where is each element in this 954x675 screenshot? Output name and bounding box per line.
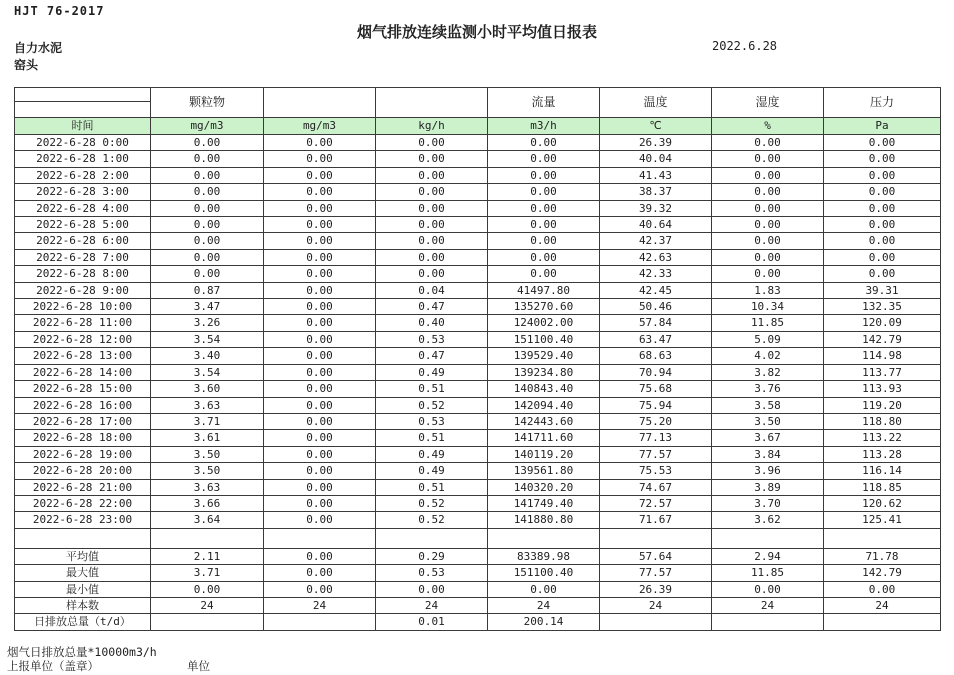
unit-header-row [15, 118, 941, 135]
value-cell: 5.09 [712, 331, 824, 347]
row-label-cell: 2022-6-28 18:00 [15, 430, 151, 446]
value-cell: 0.00 [488, 151, 600, 167]
value-cell: 120.62 [824, 495, 941, 511]
row-label-cell: 2022-6-28 3:00 [15, 184, 151, 200]
value-cell: 0.00 [376, 233, 488, 249]
value-cell: 0.00 [264, 581, 376, 597]
row-label-cell: 2022-6-28 15:00 [15, 381, 151, 397]
value-cell: 26.39 [600, 581, 712, 597]
value-cell: 4.02 [712, 348, 824, 364]
value-cell: 0.53 [376, 413, 488, 429]
hourly-row [15, 397, 941, 413]
value-cell: 0.00 [488, 135, 600, 151]
value-cell: 3.60 [151, 381, 264, 397]
value-cell: 141880.80 [488, 512, 600, 528]
value-cell: 3.54 [151, 364, 264, 380]
value-cell: 3.50 [151, 463, 264, 479]
report-title: 烟气排放连续监测小时平均值日报表 [356, 23, 597, 41]
value-cell: 0.00 [824, 151, 941, 167]
value-cell: 3.26 [151, 315, 264, 331]
header-temperature: 温度 [600, 88, 712, 118]
value-cell: 0.00 [376, 266, 488, 282]
value-cell: 77.57 [600, 565, 712, 581]
value-cell: 0.00 [151, 135, 264, 151]
value-cell: 3.50 [712, 413, 824, 429]
value-cell: 0.87 [151, 282, 264, 298]
value-cell: 57.64 [600, 548, 712, 564]
value-cell: 71.67 [600, 512, 712, 528]
row-label-cell: 2022-6-28 12:00 [15, 331, 151, 347]
value-cell: 0.52 [376, 397, 488, 413]
value-cell: 41497.80 [488, 282, 600, 298]
value-cell: 119.20 [824, 397, 941, 413]
value-cell: 113.28 [824, 446, 941, 462]
value-cell: 0.00 [488, 217, 600, 233]
value-cell: 0.00 [824, 266, 941, 282]
value-cell: 24 [488, 597, 600, 613]
value-cell [600, 614, 712, 630]
hourly-row [15, 282, 941, 298]
value-cell: 0.00 [264, 495, 376, 511]
hourly-row [15, 495, 941, 511]
value-cell: 0.51 [376, 430, 488, 446]
flow-total-note: 烟气日排放总量*10000m3/h [7, 645, 157, 659]
row-label-cell: 2022-6-28 10:00 [15, 299, 151, 315]
value-cell: 0.00 [824, 217, 941, 233]
value-cell: 11.85 [712, 315, 824, 331]
value-cell: 3.40 [151, 348, 264, 364]
hourly-row [15, 381, 941, 397]
value-cell: 141749.40 [488, 495, 600, 511]
value-cell: 42.45 [600, 282, 712, 298]
unit-time: 时间 [15, 118, 151, 135]
value-cell: 139234.80 [488, 364, 600, 380]
value-cell: 3.64 [151, 512, 264, 528]
standard-code: HJT 76-2017 [14, 4, 105, 18]
value-cell: 142.79 [824, 565, 941, 581]
value-cell: 3.50 [151, 446, 264, 462]
row-label-cell: 2022-6-28 14:00 [15, 364, 151, 380]
row-label-cell: 2022-6-28 11:00 [15, 315, 151, 331]
row-label-cell: 2022-6-28 16:00 [15, 397, 151, 413]
value-cell: 0.29 [376, 548, 488, 564]
value-cell: 0.52 [376, 495, 488, 511]
summary-row [15, 597, 941, 613]
value-cell: 0.00 [824, 249, 941, 265]
value-cell: 24 [600, 597, 712, 613]
value-cell: 0.00 [264, 151, 376, 167]
unit-kg-h: kg/h [376, 118, 488, 135]
value-cell: 0.00 [376, 200, 488, 216]
value-cell: 0.49 [376, 463, 488, 479]
value-cell: 0.00 [264, 233, 376, 249]
value-cell: 0.00 [264, 331, 376, 347]
hourly-row [15, 217, 941, 233]
value-cell: 0.47 [376, 348, 488, 364]
value-cell: 42.37 [600, 233, 712, 249]
row-label-cell: 2022-6-28 4:00 [15, 200, 151, 216]
value-cell: 26.39 [600, 135, 712, 151]
unit-m3-h: m3/h [488, 118, 600, 135]
value-cell: 3.66 [151, 495, 264, 511]
value-cell: 2.11 [151, 548, 264, 564]
value-cell: 41.43 [600, 167, 712, 183]
value-cell: 3.63 [151, 479, 264, 495]
hourly-row [15, 200, 941, 216]
value-cell: 125.41 [824, 512, 941, 528]
value-cell: 0.00 [264, 266, 376, 282]
value-cell: 0.47 [376, 299, 488, 315]
value-cell: 40.04 [600, 151, 712, 167]
value-cell: 2.94 [712, 548, 824, 564]
value-cell: 3.63 [151, 397, 264, 413]
value-cell: 141711.60 [488, 430, 600, 446]
value-cell: 113.93 [824, 381, 941, 397]
header-pressure: 压力 [824, 88, 941, 118]
value-cell: 75.53 [600, 463, 712, 479]
value-cell: 118.85 [824, 479, 941, 495]
value-cell: 0.00 [376, 135, 488, 151]
value-cell: 0.00 [264, 548, 376, 564]
row-label-cell: 2022-6-28 21:00 [15, 479, 151, 495]
value-cell: 24 [824, 597, 941, 613]
value-cell: 151100.40 [488, 331, 600, 347]
spacer-row [15, 528, 941, 548]
value-cell: 75.68 [600, 381, 712, 397]
value-cell: 135270.60 [488, 299, 600, 315]
hourly-row [15, 266, 941, 282]
unit-mg-m3-2: mg/m3 [264, 118, 376, 135]
hourly-row [15, 446, 941, 462]
value-cell: 0.00 [488, 200, 600, 216]
value-cell: 0.00 [712, 217, 824, 233]
hourly-row [15, 151, 941, 167]
value-cell: 0.00 [264, 167, 376, 183]
hourly-row [15, 135, 941, 151]
value-cell: 0.00 [264, 364, 376, 380]
value-cell: 0.00 [488, 266, 600, 282]
value-cell: 0.00 [376, 167, 488, 183]
value-cell: 3.54 [151, 331, 264, 347]
value-cell: 0.49 [376, 446, 488, 462]
value-cell: 0.00 [264, 479, 376, 495]
row-label-cell: 2022-6-28 6:00 [15, 233, 151, 249]
value-cell: 75.94 [600, 397, 712, 413]
summary-row [15, 581, 941, 597]
value-cell: 0.00 [824, 581, 941, 597]
value-cell: 0.00 [264, 565, 376, 581]
value-cell: 0.00 [264, 184, 376, 200]
value-cell: 0.00 [264, 217, 376, 233]
value-cell: 0.00 [712, 233, 824, 249]
value-cell: 0.00 [824, 184, 941, 200]
summary-row [15, 614, 941, 630]
hourly-row [15, 299, 941, 315]
row-label-cell: 2022-6-28 8:00 [15, 266, 151, 282]
value-cell: 132.35 [824, 299, 941, 315]
monitor-point: 窑头 [14, 58, 39, 72]
row-label-cell: 日排放总量（t/d） [15, 614, 151, 630]
value-cell: 0.00 [488, 249, 600, 265]
unit-celsius: ℃ [600, 118, 712, 135]
value-cell: 3.70 [712, 495, 824, 511]
row-label-cell: 2022-6-28 9:00 [15, 282, 151, 298]
value-cell: 0.40 [376, 315, 488, 331]
value-cell: 42.33 [600, 266, 712, 282]
value-cell: 0.00 [264, 413, 376, 429]
value-cell: 0.00 [151, 200, 264, 216]
value-cell: 0.00 [264, 348, 376, 364]
header-blank-col4 [376, 88, 488, 118]
hourly-row [15, 249, 941, 265]
value-cell: 0.00 [264, 299, 376, 315]
value-cell: 0.00 [264, 397, 376, 413]
value-cell: 0.00 [376, 151, 488, 167]
unit-label: 单位 [187, 659, 210, 673]
value-cell: 0.04 [376, 282, 488, 298]
value-cell: 71.78 [824, 548, 941, 564]
value-cell: 0.00 [264, 446, 376, 462]
value-cell: 0.00 [264, 282, 376, 298]
value-cell: 3.71 [151, 413, 264, 429]
value-cell: 0.00 [151, 266, 264, 282]
value-cell: 151100.40 [488, 565, 600, 581]
unit-pa: Pa [824, 118, 941, 135]
value-cell: 142443.60 [488, 413, 600, 429]
summary-row [15, 565, 941, 581]
value-cell: 0.00 [151, 249, 264, 265]
value-cell: 113.77 [824, 364, 941, 380]
hourly-row [15, 184, 941, 200]
value-cell: 24 [376, 597, 488, 613]
reporting-unit-label: 上报单位（盖章） [7, 659, 99, 673]
unit-mg-m3-1: mg/m3 [151, 118, 264, 135]
value-cell: 139529.40 [488, 348, 600, 364]
row-label-cell: 2022-6-28 17:00 [15, 413, 151, 429]
value-cell: 50.46 [600, 299, 712, 315]
value-cell: 0.00 [712, 249, 824, 265]
row-label-cell: 最大值 [15, 565, 151, 581]
value-cell: 0.00 [151, 151, 264, 167]
hourly-row [15, 364, 941, 380]
value-cell: 0.00 [151, 184, 264, 200]
value-cell: 0.00 [264, 430, 376, 446]
value-cell: 75.20 [600, 413, 712, 429]
header-humidity: 湿度 [712, 88, 824, 118]
value-cell: 0.00 [824, 167, 941, 183]
value-cell: 42.63 [600, 249, 712, 265]
value-cell: 0.00 [712, 266, 824, 282]
value-cell: 0.01 [376, 614, 488, 630]
hourly-row [15, 463, 941, 479]
value-cell: 0.00 [824, 135, 941, 151]
value-cell: 0.00 [488, 581, 600, 597]
hourly-row [15, 413, 941, 429]
value-cell: 24 [151, 597, 264, 613]
row-label-cell: 2022-6-28 1:00 [15, 151, 151, 167]
value-cell: 0.00 [264, 381, 376, 397]
value-cell: 0.52 [376, 512, 488, 528]
summary-rows [15, 548, 941, 630]
value-cell: 0.00 [264, 512, 376, 528]
hourly-row [15, 512, 941, 528]
value-cell: 24 [264, 597, 376, 613]
value-cell: 0.00 [376, 217, 488, 233]
value-cell: 0.00 [264, 135, 376, 151]
value-cell: 120.09 [824, 315, 941, 331]
row-label-cell: 2022-6-28 7:00 [15, 249, 151, 265]
value-cell: 139561.80 [488, 463, 600, 479]
value-cell: 3.62 [712, 512, 824, 528]
value-cell: 0.00 [712, 184, 824, 200]
row-label-cell: 最小值 [15, 581, 151, 597]
value-cell: 1.83 [712, 282, 824, 298]
value-cell: 77.57 [600, 446, 712, 462]
emissions-table [14, 87, 941, 631]
value-cell: 140843.40 [488, 381, 600, 397]
value-cell: 3.76 [712, 381, 824, 397]
value-cell: 0.00 [264, 200, 376, 216]
unit-percent: % [712, 118, 824, 135]
row-label-cell: 2022-6-28 23:00 [15, 512, 151, 528]
group-header-row [15, 88, 941, 102]
value-cell: 3.82 [712, 364, 824, 380]
value-cell: 40.64 [600, 217, 712, 233]
company-name: 自力水泥 [14, 41, 63, 55]
header-spacer-bottom [15, 102, 151, 118]
value-cell: 0.00 [376, 581, 488, 597]
value-cell: 0.53 [376, 565, 488, 581]
value-cell: 77.13 [600, 430, 712, 446]
hourly-row [15, 315, 941, 331]
header-flow: 流量 [488, 88, 600, 118]
value-cell [824, 614, 941, 630]
row-label-cell: 2022-6-28 20:00 [15, 463, 151, 479]
value-cell: 3.84 [712, 446, 824, 462]
value-cell: 0.49 [376, 364, 488, 380]
value-cell: 0.00 [376, 184, 488, 200]
value-cell: 0.00 [151, 167, 264, 183]
value-cell: 0.00 [488, 167, 600, 183]
value-cell [151, 614, 264, 630]
value-cell: 3.47 [151, 299, 264, 315]
value-cell: 63.47 [600, 331, 712, 347]
value-cell: 200.14 [488, 614, 600, 630]
value-cell: 3.58 [712, 397, 824, 413]
value-cell: 140119.20 [488, 446, 600, 462]
value-cell: 0.00 [712, 135, 824, 151]
row-label-cell: 2022-6-28 0:00 [15, 135, 151, 151]
value-cell: 74.67 [600, 479, 712, 495]
hourly-row [15, 479, 941, 495]
value-cell: 140320.20 [488, 479, 600, 495]
row-label-cell: 2022-6-28 19:00 [15, 446, 151, 462]
value-cell: 68.63 [600, 348, 712, 364]
row-label-cell: 样本数 [15, 597, 151, 613]
value-cell [264, 614, 376, 630]
value-cell: 24 [712, 597, 824, 613]
value-cell: 70.94 [600, 364, 712, 380]
header-blank-col3 [264, 88, 376, 118]
value-cell: 0.00 [824, 233, 941, 249]
row-label-cell: 2022-6-28 13:00 [15, 348, 151, 364]
hourly-rows [15, 135, 941, 529]
value-cell: 0.00 [712, 167, 824, 183]
value-cell: 0.00 [151, 581, 264, 597]
value-cell: 118.80 [824, 413, 941, 429]
value-cell: 0.00 [151, 217, 264, 233]
value-cell: 0.00 [264, 249, 376, 265]
hourly-row [15, 430, 941, 446]
hourly-row [15, 167, 941, 183]
row-label-cell: 2022-6-28 5:00 [15, 217, 151, 233]
value-cell: 116.14 [824, 463, 941, 479]
value-cell: 72.57 [600, 495, 712, 511]
header-particulate: 颗粒物 [151, 88, 264, 118]
value-cell: 3.89 [712, 479, 824, 495]
value-cell: 0.53 [376, 331, 488, 347]
value-cell [712, 614, 824, 630]
value-cell: 0.00 [151, 233, 264, 249]
value-cell: 0.00 [264, 315, 376, 331]
value-cell: 142094.40 [488, 397, 600, 413]
summary-row [15, 548, 941, 564]
value-cell: 39.31 [824, 282, 941, 298]
value-cell: 3.61 [151, 430, 264, 446]
hourly-row [15, 233, 941, 249]
value-cell: 3.96 [712, 463, 824, 479]
value-cell: 11.85 [712, 565, 824, 581]
value-cell: 57.84 [600, 315, 712, 331]
header-spacer-top [15, 88, 151, 102]
value-cell: 0.00 [824, 200, 941, 216]
hourly-row [15, 348, 941, 364]
value-cell: 0.00 [712, 581, 824, 597]
value-cell: 38.37 [600, 184, 712, 200]
report-date: 2022.6.28 [712, 39, 778, 53]
value-cell: 0.51 [376, 381, 488, 397]
value-cell: 0.00 [712, 151, 824, 167]
hourly-row [15, 331, 941, 347]
value-cell: 0.00 [264, 463, 376, 479]
value-cell: 0.00 [712, 200, 824, 216]
value-cell: 113.22 [824, 430, 941, 446]
value-cell: 142.79 [824, 331, 941, 347]
value-cell: 0.51 [376, 479, 488, 495]
value-cell: 114.98 [824, 348, 941, 364]
value-cell: 124002.00 [488, 315, 600, 331]
value-cell: 0.00 [376, 249, 488, 265]
value-cell: 3.67 [712, 430, 824, 446]
value-cell: 83389.98 [488, 548, 600, 564]
value-cell: 39.32 [600, 200, 712, 216]
value-cell: 3.71 [151, 565, 264, 581]
row-label-cell: 2022-6-28 22:00 [15, 495, 151, 511]
value-cell: 10.34 [712, 299, 824, 315]
row-label-cell: 平均值 [15, 548, 151, 564]
value-cell: 0.00 [488, 184, 600, 200]
row-label-cell: 2022-6-28 2:00 [15, 167, 151, 183]
value-cell: 0.00 [488, 233, 600, 249]
